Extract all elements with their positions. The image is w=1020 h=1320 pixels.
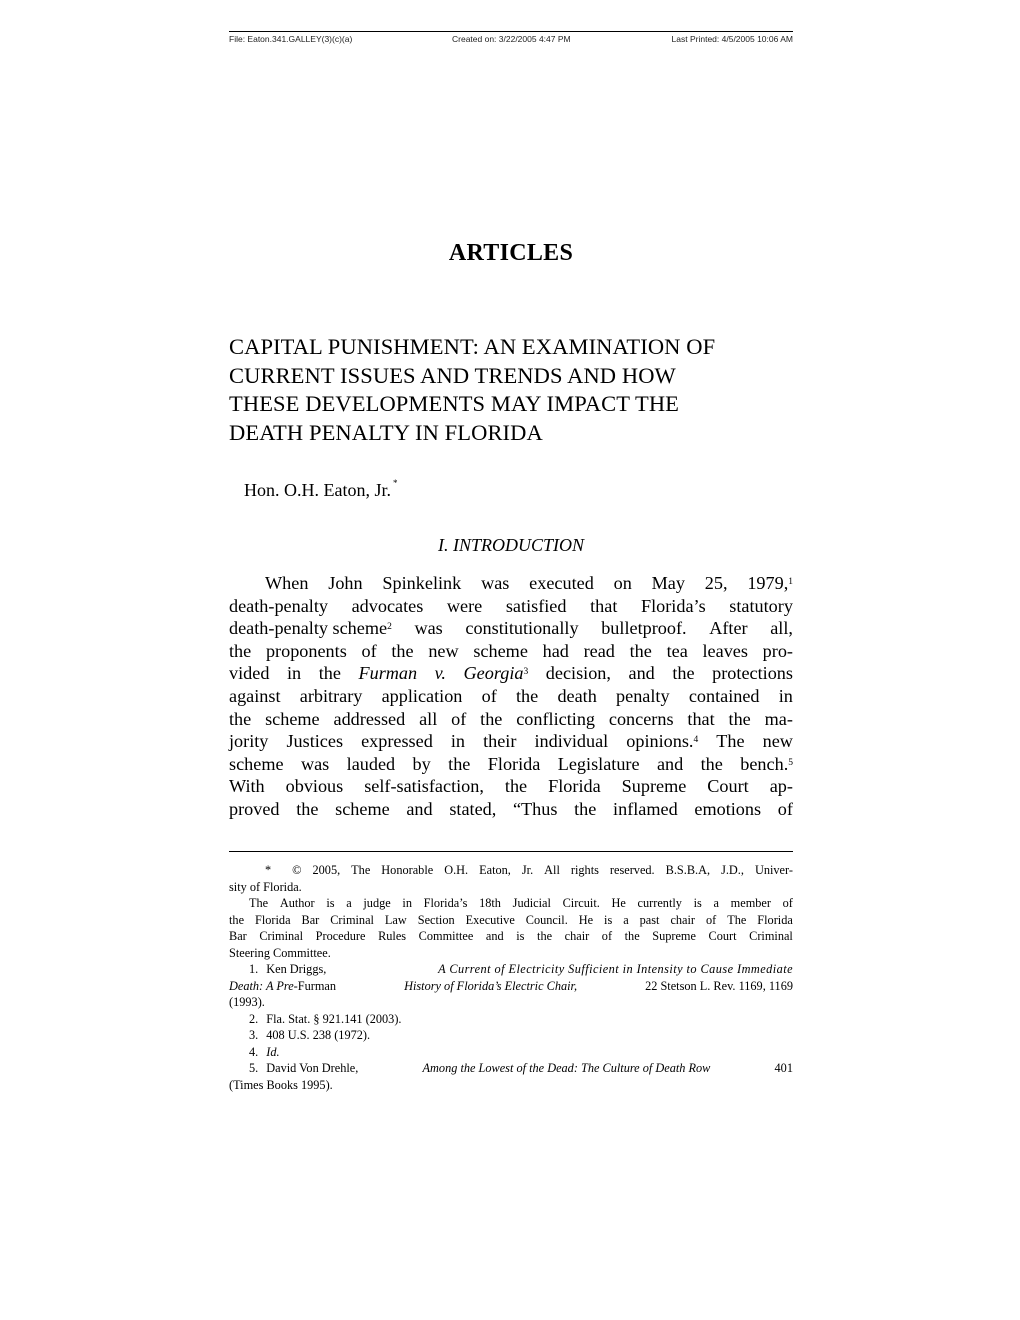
word: concerns — [608, 708, 674, 729]
footnote-ref[interactable]: 3 — [523, 667, 529, 678]
word: of — [777, 798, 793, 819]
word: Florida’s — [640, 595, 706, 616]
word: May — [651, 573, 685, 593]
word: chair — [670, 912, 696, 927]
footnote-line — [229, 945, 793, 962]
title-line: CAPITAL PUNISHMENT: AN EXAMINATION OF — [229, 334, 716, 359]
word: and — [628, 663, 655, 684]
case-name: Georgia — [463, 663, 524, 684]
footnote-line — [229, 1044, 793, 1061]
word: read — [583, 640, 615, 661]
word: Section — [417, 912, 455, 927]
word: the — [504, 776, 528, 797]
word: on — [613, 573, 632, 593]
footnote-author: Ken Driggs, — [266, 962, 327, 976]
footnote-author: David Von Drehle, — [266, 1061, 359, 1075]
word: Council. — [525, 912, 568, 927]
word: all — [419, 708, 438, 729]
word: the — [229, 912, 245, 927]
word: in — [778, 685, 793, 706]
word: stated, — [449, 798, 497, 819]
footnote-number: 2. — [249, 1011, 259, 1026]
word: constitutionally — [465, 618, 579, 639]
word: 18th — [479, 896, 501, 910]
word: He — [611, 896, 626, 910]
body-word: bench.$^5$ — [740, 753, 793, 774]
word: O.H. — [444, 863, 469, 877]
footnote-line — [229, 1077, 793, 1094]
word: proved — [229, 798, 280, 819]
section-heading: I. INTRODUCTION — [437, 535, 584, 555]
word: satisfied — [505, 595, 567, 616]
word: the — [229, 708, 252, 729]
footnote-cite: 22 Stetson L. Rev. 1169, 1169 — [645, 978, 793, 993]
word: tea — [666, 640, 688, 661]
word: in — [402, 896, 412, 910]
word: is — [326, 896, 335, 910]
word: rights — [570, 863, 599, 877]
word: chair — [564, 929, 590, 943]
footnote-page: 401 — [774, 1061, 793, 1075]
case-name: Furman — [358, 663, 418, 684]
running-header — [229, 31, 793, 46]
word: executed — [529, 573, 594, 593]
body-word: opinions.$^4$ — [626, 731, 699, 752]
word: a — [346, 896, 352, 910]
word: protections — [712, 663, 793, 684]
word: Criminal — [330, 912, 374, 927]
word: 2005, — [312, 863, 341, 877]
footnote-number: 3. — [249, 1028, 259, 1042]
title-line: CURRENT ISSUES AND TRENDS AND HOW — [229, 362, 676, 388]
footnotes — [229, 862, 793, 1093]
word: against — [229, 685, 281, 706]
word: proponents — [265, 640, 347, 661]
body-line — [229, 730, 793, 753]
word: Florida — [757, 912, 793, 927]
word: penalty — [616, 685, 670, 706]
word: the — [480, 708, 503, 729]
word: were — [446, 595, 483, 616]
word: 25, — [704, 573, 728, 593]
word: Committee — [418, 929, 474, 943]
word: Court — [707, 776, 749, 797]
word: that — [687, 708, 715, 729]
body-word: 1979,$^1$ — [747, 573, 793, 593]
word: was — [481, 573, 510, 593]
word: Executive — [465, 912, 515, 927]
word: and — [656, 753, 684, 774]
word: emotions — [694, 798, 762, 819]
word: the — [515, 685, 539, 706]
word: judge — [363, 896, 391, 910]
word: past — [639, 912, 660, 927]
word: Circuit. — [562, 896, 600, 910]
word: Justices — [286, 731, 344, 752]
body-line — [229, 685, 793, 708]
word: © — [292, 863, 302, 877]
word: Eaton, — [479, 863, 511, 877]
footnote-title-segment: Death: A Pre-Furman — [229, 978, 337, 993]
word: of — [601, 929, 613, 943]
footnote-line — [229, 928, 793, 945]
word: all, — [770, 618, 793, 639]
word: member — [730, 896, 771, 910]
header-created-date: Created on: 3/22/2005 4:47 PM — [452, 34, 571, 44]
word: Rules — [378, 929, 407, 943]
word: contained — [688, 685, 760, 706]
word: the — [448, 753, 471, 774]
word: of — [361, 640, 377, 661]
footnote-line — [229, 1011, 793, 1028]
footnote-line — [229, 978, 793, 995]
word: the — [624, 929, 640, 943]
footnote-line — [229, 879, 793, 896]
word: is — [604, 912, 613, 927]
word: vided — [229, 663, 270, 684]
word: jority — [229, 731, 269, 752]
word: lauded — [346, 753, 396, 774]
article-title — [229, 333, 799, 447]
word: currently — [637, 896, 682, 910]
footnote-text: (Times Books 1995). — [229, 1077, 333, 1092]
word: ma- — [764, 708, 793, 729]
word: the — [296, 798, 319, 819]
word: Jr. — [521, 863, 534, 877]
word: Univer- — [754, 863, 793, 877]
word: of — [782, 896, 793, 910]
word: is — [693, 896, 702, 910]
header-printed-date: Last Printed: 4/5/2005 10:06 AM — [671, 34, 793, 44]
word: Florida — [487, 753, 541, 774]
word: had — [542, 640, 569, 661]
word: addressed — [333, 708, 406, 729]
word: a — [713, 896, 719, 910]
word: The — [249, 896, 269, 910]
word: Criminal — [749, 929, 793, 943]
footnote-number: 5. — [249, 1061, 259, 1075]
word: of — [451, 708, 467, 729]
footnote-title: A Current of Electricity Sufficient in Intensity to Cause Immediate — [438, 962, 793, 976]
footnote-line — [229, 912, 793, 929]
footnote-text: (1993). — [229, 995, 265, 1009]
footnote-text: sity of Florida. — [229, 879, 302, 894]
word: self-satisfaction, — [364, 776, 484, 797]
word: “Thus — [512, 798, 558, 819]
title-line: DEATH PENALTY IN FLORIDA — [229, 419, 543, 445]
word: of — [705, 912, 717, 927]
word: was — [300, 753, 330, 774]
word: With — [229, 776, 265, 797]
word: The — [727, 912, 747, 927]
word: the — [700, 753, 723, 774]
word: is — [516, 929, 525, 943]
word: Supreme — [621, 776, 687, 797]
footnote-divider — [229, 851, 793, 852]
word: death-penalty — [229, 595, 328, 616]
word: was — [414, 618, 443, 639]
word: obvious — [285, 776, 344, 797]
author-note-mark[interactable]: * — [393, 478, 398, 488]
word: Spinkelink — [382, 573, 462, 593]
word: He — [578, 912, 594, 927]
word: the — [728, 708, 751, 729]
word: pro- — [762, 640, 793, 661]
word: Supreme — [652, 929, 696, 943]
word: the — [537, 929, 553, 943]
word: inflamed — [613, 798, 678, 819]
footnote-line — [229, 961, 793, 978]
author-byline — [244, 480, 398, 501]
footnote-line — [229, 895, 793, 912]
body-line — [229, 753, 793, 776]
word: John — [328, 573, 363, 593]
footnote-number: 1. — [249, 962, 259, 976]
word: and — [406, 798, 433, 819]
header-file-name: File: Eaton.341.GALLEY(3)(c)(a) — [229, 34, 353, 44]
word: new — [762, 731, 793, 752]
word: by — [412, 753, 431, 774]
footnote-ref[interactable]: 1 — [788, 577, 793, 587]
word: Court — [708, 929, 737, 943]
body-line — [229, 775, 793, 798]
word: of — [481, 685, 497, 706]
word: All — [544, 863, 560, 877]
body-line — [229, 595, 793, 618]
word: When — [265, 573, 309, 593]
footnote-ref[interactable]: 5 — [788, 757, 793, 768]
word: the — [229, 640, 252, 661]
word: Author — [279, 896, 315, 910]
word: new — [428, 640, 459, 661]
word: The — [716, 731, 745, 752]
word: Law — [384, 912, 407, 927]
word: conflicting — [516, 708, 596, 729]
word: in — [286, 663, 302, 684]
word: statutory — [729, 595, 793, 616]
word: Criminal — [259, 929, 304, 943]
word: Honorable — [381, 863, 434, 877]
footnote-line — [229, 994, 793, 1011]
word: Florida’s — [423, 896, 468, 910]
footnote-title: History of Florida’s Electric Chair, — [404, 978, 578, 993]
body-line — [229, 617, 793, 640]
body-paragraph — [229, 572, 793, 821]
word: the — [672, 663, 695, 684]
word: Bar — [229, 929, 247, 943]
footnote-line — [229, 1027, 793, 1044]
body-line — [229, 798, 793, 821]
footnote-text: Id. — [266, 1044, 280, 1059]
word: a — [623, 912, 629, 927]
footnote-1 — [249, 961, 793, 978]
word: scheme — [473, 640, 528, 661]
body-line — [229, 640, 793, 663]
word: expressed — [361, 731, 433, 752]
footnote-line — [229, 862, 793, 879]
body-line — [229, 572, 793, 595]
word: Florida — [548, 776, 601, 797]
word: and — [485, 929, 504, 943]
word: Legislature — [557, 753, 640, 774]
body-line — [229, 662, 793, 685]
footnote-star-mark: * — [265, 863, 272, 877]
word: leaves — [702, 640, 748, 661]
footnote-text: Fla. Stat. § 921.141 (2003). — [266, 1011, 402, 1026]
word: that — [590, 595, 618, 616]
word: the — [318, 663, 341, 684]
footnote-number: 4. — [249, 1044, 259, 1059]
footnote-title: Among the Lowest of the Dead: The Culture of Death Row — [422, 1061, 711, 1075]
word: individual — [534, 731, 609, 752]
body-word — [464, 662, 529, 685]
author-name: Hon. O.H. Eaton, Jr. — [244, 480, 391, 500]
body-word: death-penalty scheme$^2$ — [229, 618, 392, 639]
word: reserved. — [609, 863, 655, 877]
word: scheme — [265, 708, 320, 729]
word: the — [629, 640, 652, 661]
footnote-ref[interactable]: 2 — [387, 622, 392, 633]
word: Bar — [301, 912, 320, 927]
footnote-text: Steering Committee. — [229, 945, 331, 960]
body-line — [229, 708, 793, 731]
word: their — [483, 731, 517, 752]
word: the — [391, 640, 414, 661]
word: death — [557, 685, 597, 706]
word: The — [351, 863, 371, 877]
word: the — [574, 798, 597, 819]
word: bulletproof. — [601, 618, 687, 639]
word: After — [709, 618, 748, 639]
title-line: THESE DEVELOPMENTS MAY IMPACT THE — [229, 391, 680, 416]
word: arbitrary — [299, 685, 363, 706]
word: in — [450, 731, 466, 752]
word: scheme — [229, 753, 284, 774]
word: application — [381, 685, 463, 706]
footnote-text: 408 U.S. 238 (1972). — [266, 1028, 371, 1042]
word: advocates — [351, 595, 424, 616]
word: scheme — [335, 798, 390, 819]
word: J.D., — [721, 863, 744, 877]
word: ap- — [769, 776, 793, 797]
word: Procedure — [315, 929, 366, 943]
word: Judicial — [512, 896, 551, 910]
word: B.S.B.A, — [665, 863, 711, 877]
articles-section-label: ARTICLES — [448, 240, 574, 266]
footnote-line — [229, 1060, 793, 1077]
word: Florida — [255, 912, 291, 927]
footnote-ref[interactable]: 4 — [693, 735, 699, 746]
word: decision, — [545, 663, 611, 684]
case-name: v. — [434, 663, 446, 684]
